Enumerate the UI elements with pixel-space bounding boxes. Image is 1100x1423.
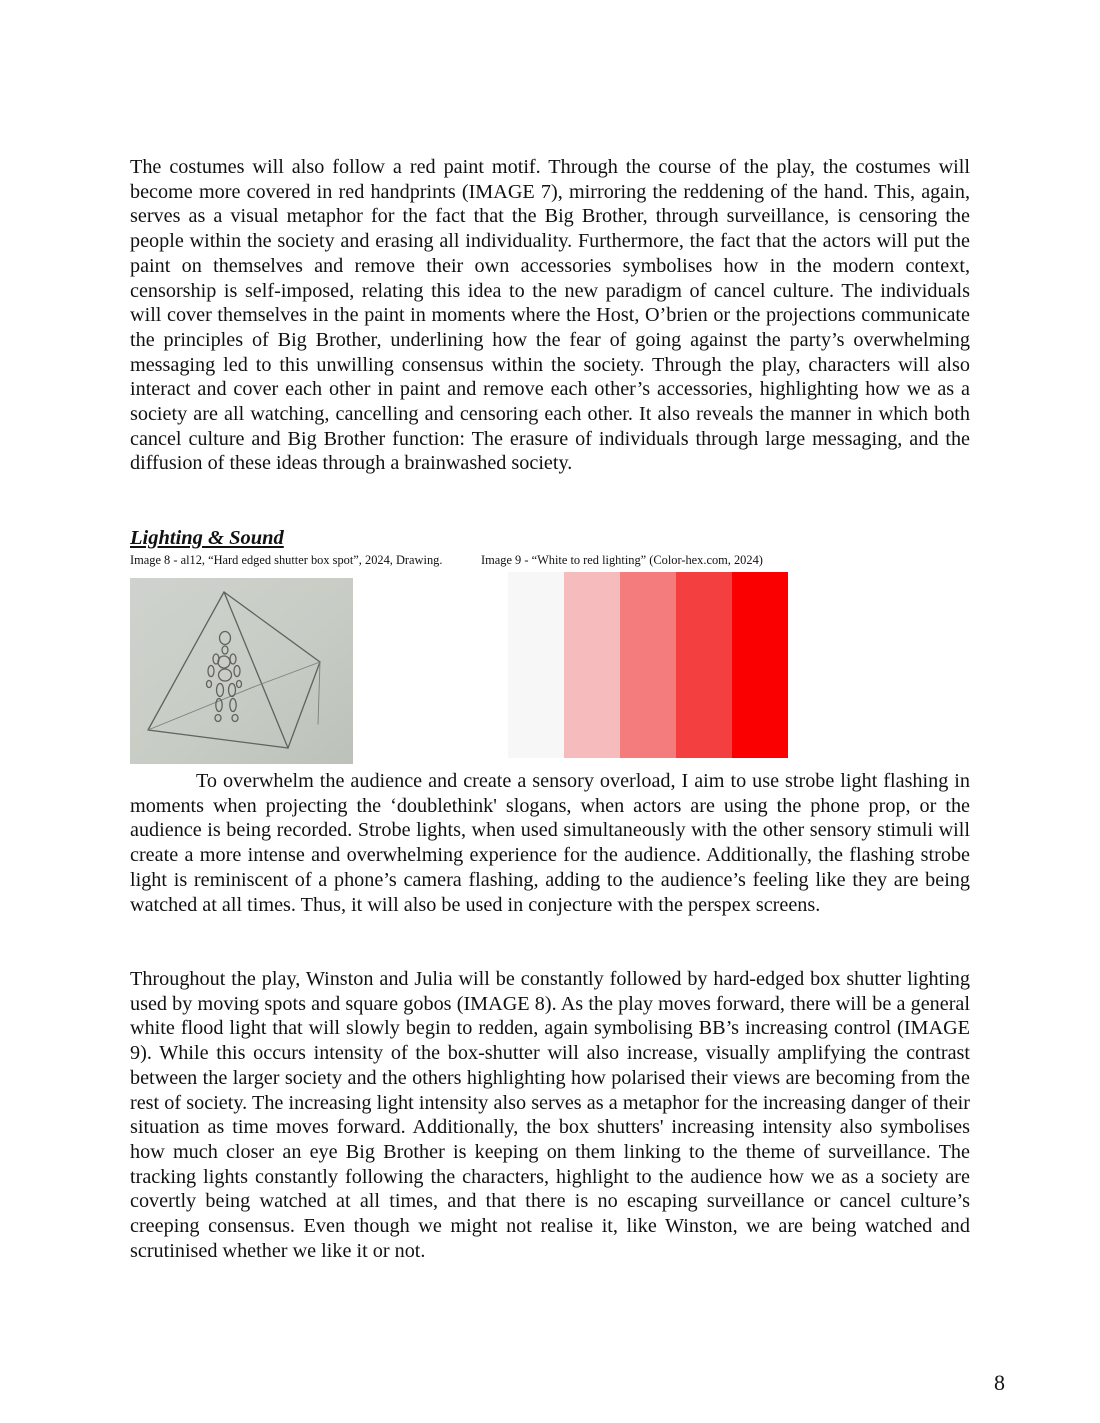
swatch-red: [732, 572, 788, 758]
white-to-red-lighting-swatches: [508, 572, 788, 758]
image8-caption: Image 8 - al12, “Hard edged shutter box spot”, 2024, Drawing.: [130, 553, 443, 567]
shutter-box-spot-drawing: [130, 578, 353, 764]
lighting-sound-heading: Lighting & Sound: [130, 527, 284, 549]
page-number: 8: [994, 1370, 1005, 1395]
strobe-paragraph: To overwhelm the audience and create a sensory overload, I aim to use strobe light flashing in moments when projecting the ‘doublethink' slogans, when actors are using the phone prop, or the audience is being recorded. Strobe lights, when used simultaneously with the other sensory stimuli will create a more intense and overwhelming experience for the audience. Additionally, the flashing strobe light is reminiscent of a phone’s camera flashing, adding to the audience’s feeling like they are being watched at all times. Thus, it will also be used in conjecture with the perspex screens.: [130, 770, 970, 916]
swatch-pink: [620, 572, 676, 758]
swatch-white: [508, 572, 564, 758]
swatch-light-red: [676, 572, 732, 758]
costumes-paragraph: The costumes will also follow a red paint motif. Through the course of the play, the costumes will become more covered in red handprints (IMAGE 7), mirroring the reddening of the hand. This, again, serves as a visual metaphor for the fact that the Big Brother, through surveillance, is censoring the people within the society and erasing all individuality. Furthermore, the fact that the actors will put the paint on themselves and remove their own accessories symbolises how in the modern context, censorship is self-imposed, relating this idea to the new paradigm of cancel culture. The individuals will cover themselves in the paint in moments where the Host, O’brien or the projections communicate the principles of Big Brother, underlining how the fear of going against the party’s overwhelming messaging led to this unwilling consensus within the society. Through the play, characters will also interact and cover each other in paint and remove each other’s accessories, highlighting how we as a society are all watching, cancelling and censoring each other. It also reveals the manner in which both cancel culture and Big Brother function: The erasure of individuals through large messaging, and the diffusion of these ideas through a brainwashed society.: [130, 156, 970, 475]
swatch-light-pink: [564, 572, 620, 758]
image9-caption: Image 9 - “White to red lighting” (Color-hex.com, 2024): [481, 553, 763, 567]
box-shutter-paragraph: Throughout the play, Winston and Julia will be constantly followed by hard-edged box shutter lighting used by moving spots and square gobos (IMAGE 8). As the play moves forward, there will be a general white flood light that will slowly begin to redden, again symbolising BB’s increasing control (IMAGE 9). While this occurs intensity of the box-shutter will also increase, visually amplifying the contrast between the larger society and the others highlighting how polarised their views are becoming from the rest of society. The increasing light intensity also serves as a metaphor for the increasing danger of their situation as time moves forward. Additionally, the box shutters' increasing intensity also symbolises how much closer an eye Big Brother is keeping on them linking to the theme of surveillance. The tracking lights constantly following the characters, highlight to the audience how we as a society are covertly being watched at all times, and that there is no escaping surveillance or cancel culture’s creeping consensus. Even though we might not realise it, like Winston, we are being watched and scrutinised whether we like it or not.: [130, 968, 970, 1262]
